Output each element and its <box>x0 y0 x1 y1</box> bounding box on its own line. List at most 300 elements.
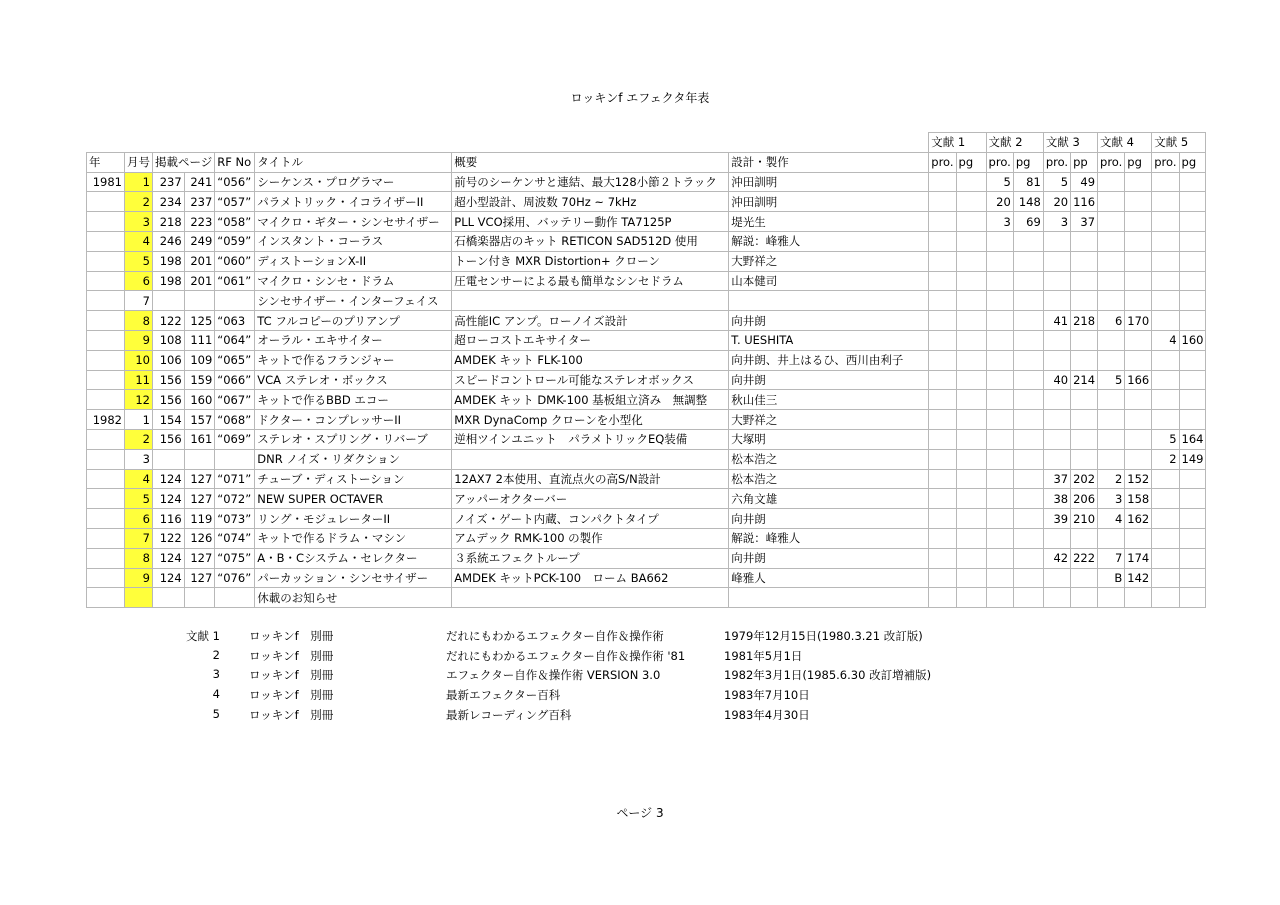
ref-value-cell <box>1071 568 1098 588</box>
summary-cell: ３系統エフェクトループ <box>452 548 729 568</box>
page-end-cell: 201 <box>184 271 215 291</box>
ref-5-header: 文献 5 <box>1152 133 1206 153</box>
ref-value-cell <box>986 350 1013 370</box>
rf-number-cell: “066” <box>215 370 255 390</box>
ref-value-cell <box>956 469 986 489</box>
ref-value-cell <box>1179 528 1206 548</box>
page-end-cell: 159 <box>184 370 215 390</box>
month-cell: 7 <box>125 528 153 548</box>
ref-value-cell: 164 <box>1179 429 1206 449</box>
designer-cell: 山本健司 <box>729 271 929 291</box>
title-cell: ドクター・コンプレッサーII <box>255 410 452 430</box>
reference-no: 文献 1 <box>186 629 220 643</box>
ref-value-cell <box>1125 251 1152 271</box>
ref-value-cell <box>929 291 956 311</box>
ref-value-cell <box>1152 509 1179 529</box>
ref-value-cell <box>1013 509 1043 529</box>
page-end-cell <box>184 291 215 311</box>
ref-value-cell <box>956 172 986 192</box>
summary-cell: AMDEK キット FLK-100 <box>452 350 729 370</box>
page-number: ページ 3 <box>616 806 664 820</box>
designer-cell: T. UESHITA <box>729 330 929 350</box>
ref-value-cell: 148 <box>1013 192 1043 212</box>
ref-value-cell: 4 <box>1152 330 1179 350</box>
summary-cell: 高性能IC アンプ。ローノイズ設計 <box>452 311 729 331</box>
col-ref3-pro: pro. <box>1043 152 1070 172</box>
ref-value-cell <box>986 311 1013 331</box>
month-cell: 9 <box>125 568 153 588</box>
ref-value-cell: 69 <box>1013 212 1043 232</box>
ref-value-cell <box>986 370 1013 390</box>
rf-number-cell: “063 <box>215 311 255 331</box>
rf-number-cell: “058” <box>215 212 255 232</box>
title-cell: NEW SUPER OCTAVER <box>255 489 452 509</box>
page-start-cell: 106 <box>153 350 185 370</box>
reference-no: 5 <box>212 706 220 721</box>
ref-value-cell <box>1125 330 1152 350</box>
title-cell: マイクロ・ギター・シンセサイザー <box>255 212 452 232</box>
ref-value-cell: 38 <box>1043 489 1070 509</box>
ref-value-cell <box>1013 251 1043 271</box>
page-start-cell: 124 <box>153 489 185 509</box>
ref-value-cell <box>929 588 956 608</box>
ref-value-cell <box>986 568 1013 588</box>
table-row <box>87 350 1206 370</box>
reference-kind: ロッキンf 別冊 <box>249 668 334 683</box>
ref-value-cell <box>929 568 956 588</box>
ref-value-cell <box>1071 231 1098 251</box>
designer-cell: 向井朗、井上はるひ、西川由利子 <box>729 350 929 370</box>
designer-cell: 沖田訓明 <box>729 192 929 212</box>
page-start-cell: 122 <box>153 311 185 331</box>
ref-value-cell <box>1013 390 1043 410</box>
ref-value-cell <box>1125 588 1152 608</box>
ref-value-cell <box>1152 251 1179 271</box>
year-cell <box>87 568 125 588</box>
month-cell: 5 <box>125 251 153 271</box>
reference-date: 1983年7月10日 <box>724 688 810 703</box>
ref-value-cell <box>1071 390 1098 410</box>
year-cell <box>87 231 125 251</box>
reference-date: 1979年12月15日(1980.3.21 改訂版) <box>724 629 923 643</box>
page-end-cell <box>184 449 215 469</box>
designer-cell: 解説：峰雅人 <box>729 528 929 548</box>
page-end-cell: 125 <box>184 311 215 331</box>
ref-value-cell <box>986 271 1013 291</box>
year-cell <box>87 449 125 469</box>
table-row <box>87 588 1206 608</box>
summary-cell: 前号のシーケンサと連結、最大128小節２トラック <box>452 172 729 192</box>
ref-value-cell <box>986 429 1013 449</box>
year-cell <box>87 509 125 529</box>
page-end-cell: 127 <box>184 548 215 568</box>
designer-cell <box>729 291 929 311</box>
ref-value-cell <box>1152 548 1179 568</box>
ref-value-cell: 170 <box>1125 311 1152 331</box>
ref-value-cell <box>1013 330 1043 350</box>
summary-cell: AMDEK キットPCK-100 ローム BA662 <box>452 568 729 588</box>
summary-cell: 圧電センサーによる最も簡単なシンセドラム <box>452 271 729 291</box>
rf-number-cell: “059” <box>215 231 255 251</box>
ref-value-cell <box>986 489 1013 509</box>
table-row <box>87 212 1206 232</box>
ref-value-cell <box>1098 449 1125 469</box>
title-cell: パーカッション・シンセサイザー <box>255 568 452 588</box>
ref-value-cell <box>1152 271 1179 291</box>
summary-cell: MXR DynaComp クローンを小型化 <box>452 410 729 430</box>
ref-value-cell <box>929 271 956 291</box>
ref-value-cell <box>1125 429 1152 449</box>
ref-value-cell <box>1152 489 1179 509</box>
designer-cell: 松本浩之 <box>729 449 929 469</box>
ref-value-cell <box>1098 291 1125 311</box>
year-cell <box>87 192 125 212</box>
ref-value-cell <box>956 449 986 469</box>
year-cell <box>87 548 125 568</box>
col-month: 月号 <box>125 152 153 172</box>
ref-value-cell <box>1179 568 1206 588</box>
table-row <box>87 568 1206 588</box>
summary-cell: 12AX7 2本使用、直流点火の高S/N設計 <box>452 469 729 489</box>
ref-value-cell: 7 <box>1098 548 1125 568</box>
ref-value-cell <box>1125 231 1152 251</box>
ref-value-cell <box>1179 311 1206 331</box>
ref-value-cell: 162 <box>1125 509 1152 529</box>
ref-value-cell <box>1098 271 1125 291</box>
designer-cell: 峰雅人 <box>729 568 929 588</box>
ref-value-cell: 39 <box>1043 509 1070 529</box>
rf-number-cell: “064” <box>215 330 255 350</box>
month-cell: 7 <box>125 291 153 311</box>
ref-value-cell <box>1071 528 1098 548</box>
ref-3-header: 文献 3 <box>1043 133 1097 153</box>
ref-value-cell <box>1125 350 1152 370</box>
designer-cell: 向井朗 <box>729 370 929 390</box>
table-row <box>87 251 1206 271</box>
ref-value-cell <box>929 410 956 430</box>
table-row <box>87 528 1206 548</box>
ref-value-cell <box>956 231 986 251</box>
rf-number-cell <box>215 449 255 469</box>
summary-cell <box>452 291 729 311</box>
ref-value-cell: 40 <box>1043 370 1070 390</box>
rf-number-cell: “074” <box>215 528 255 548</box>
page-end-cell: 127 <box>184 568 215 588</box>
ref-value-cell <box>986 449 1013 469</box>
ref-value-cell <box>1179 588 1206 608</box>
ref-value-cell <box>956 251 986 271</box>
col-design: 設計・製作 <box>729 152 929 172</box>
title-cell: TC フルコピーのプリアンプ <box>255 311 452 331</box>
ref-value-cell <box>929 528 956 548</box>
ref-value-cell: 37 <box>1043 469 1070 489</box>
ref-value-cell <box>1071 330 1098 350</box>
ref-value-cell <box>1013 311 1043 331</box>
summary-cell: アッパーオクターバー <box>452 489 729 509</box>
rf-number-cell: “067” <box>215 390 255 410</box>
ref-value-cell <box>956 192 986 212</box>
ref-value-cell <box>1013 528 1043 548</box>
ref-value-cell <box>1179 410 1206 430</box>
ref-value-cell: 218 <box>1071 311 1098 331</box>
ref-value-cell <box>929 192 956 212</box>
ref-value-cell <box>1125 172 1152 192</box>
ref-value-cell <box>1125 271 1152 291</box>
designer-cell: 大野祥之 <box>729 410 929 430</box>
page-start-cell: 198 <box>153 251 185 271</box>
ref-value-cell <box>1152 390 1179 410</box>
ref-value-cell <box>1179 231 1206 251</box>
ref-value-cell <box>1098 251 1125 271</box>
title-cell: ディストーションX-II <box>255 251 452 271</box>
ref-value-cell <box>1125 449 1152 469</box>
ref-value-cell <box>929 390 956 410</box>
column-header-row <box>87 152 1206 172</box>
summary-cell <box>452 449 729 469</box>
month-cell <box>125 588 153 608</box>
ref-value-cell <box>1179 469 1206 489</box>
ref-value-cell <box>986 291 1013 311</box>
title-cell: チューブ・ディストーション <box>255 469 452 489</box>
month-cell: 2 <box>125 192 153 212</box>
month-cell: 5 <box>125 489 153 509</box>
ref-value-cell <box>929 251 956 271</box>
designer-cell: 沖田訓明 <box>729 172 929 192</box>
page-start-cell: 198 <box>153 271 185 291</box>
reference-book: エフェクター自作＆操作術 VERSION 3.0 <box>446 668 661 683</box>
ref-value-cell <box>1071 251 1098 271</box>
summary-cell: AMDEK キット DMK-100 基板組立済み 無調整 <box>452 390 729 410</box>
ref-value-cell: 42 <box>1043 548 1070 568</box>
ref-value-cell <box>929 370 956 390</box>
page-end-cell: 157 <box>184 410 215 430</box>
month-cell: 9 <box>125 330 153 350</box>
page-end-cell: 126 <box>184 528 215 548</box>
year-cell: 1981 <box>87 172 125 192</box>
rf-number-cell: “072” <box>215 489 255 509</box>
page-start-cell: 108 <box>153 330 185 350</box>
ref-value-cell: 222 <box>1071 548 1098 568</box>
month-cell: 1 <box>125 172 153 192</box>
page-start-cell: 124 <box>153 469 185 489</box>
table-row <box>87 429 1206 449</box>
ref-value-cell <box>1125 528 1152 548</box>
ref-value-cell <box>956 489 986 509</box>
year-cell <box>87 429 125 449</box>
ref-value-cell <box>1043 568 1070 588</box>
table-row <box>87 449 1206 469</box>
designer-cell: 大塚明 <box>729 429 929 449</box>
table-row <box>87 548 1206 568</box>
page-start-cell: 116 <box>153 509 185 529</box>
table-row <box>87 370 1206 390</box>
ref-value-cell <box>1179 251 1206 271</box>
ref-value-cell <box>956 548 986 568</box>
page-start-cell: 237 <box>153 172 185 192</box>
summary-cell <box>452 588 729 608</box>
title-cell: オーラル・エキサイター <box>255 330 452 350</box>
ref-value-cell: 49 <box>1071 172 1098 192</box>
ref-value-cell <box>956 410 986 430</box>
col-ref5-pg: pg <box>1179 152 1206 172</box>
ref-value-cell <box>1071 271 1098 291</box>
year-cell <box>87 291 125 311</box>
col-ref4-pg: pg <box>1125 152 1152 172</box>
ref-value-cell <box>1179 172 1206 192</box>
title-cell: パラメトリック・イコライザーII <box>255 192 452 212</box>
ref-2-header: 文献 2 <box>986 133 1043 153</box>
ref-value-cell <box>1152 350 1179 370</box>
ref-value-cell <box>1125 390 1152 410</box>
ref-value-cell <box>1152 172 1179 192</box>
ref-value-cell <box>1125 212 1152 232</box>
summary-cell: 石橋楽器店のキット RETICON SAD512D 使用 <box>452 231 729 251</box>
summary-cell: PLL VCO採用、バッテリー動作 TA7125P <box>452 212 729 232</box>
ref-value-cell: 214 <box>1071 370 1098 390</box>
ref-value-cell <box>1013 350 1043 370</box>
ref-value-cell <box>986 588 1013 608</box>
table-row <box>87 410 1206 430</box>
ref-value-cell <box>1013 469 1043 489</box>
ref-value-cell: 4 <box>1098 509 1125 529</box>
ref-value-cell <box>1152 212 1179 232</box>
year-cell <box>87 370 125 390</box>
summary-cell: スピードコントロール可能なステレオボックス <box>452 370 729 390</box>
ref-value-cell: 20 <box>1043 192 1070 212</box>
reference-date: 1983年4月30日 <box>724 707 810 722</box>
page-end-cell <box>184 588 215 608</box>
ref-value-cell <box>956 588 986 608</box>
ref-value-cell: 2 <box>1152 449 1179 469</box>
ref-value-cell <box>1179 350 1206 370</box>
ref-value-cell <box>1152 528 1179 548</box>
ref-1-header: 文献 1 <box>929 133 986 153</box>
rf-number-cell: “071” <box>215 469 255 489</box>
title-cell: キットで作るフランジャー <box>255 350 452 370</box>
ref-value-cell <box>1043 330 1070 350</box>
ref-value-cell <box>956 509 986 529</box>
designer-cell <box>729 588 929 608</box>
ref-value-cell <box>1152 291 1179 311</box>
ref-value-cell <box>1098 588 1125 608</box>
ref-value-cell <box>929 350 956 370</box>
ref-value-cell: 3 <box>986 212 1013 232</box>
reference-kind: ロッキンf 別冊 <box>249 707 334 722</box>
month-cell: 2 <box>125 429 153 449</box>
ref-value-cell <box>1152 469 1179 489</box>
ref-value-cell <box>1013 548 1043 568</box>
rf-number-cell: “065” <box>215 350 255 370</box>
ref-value-cell <box>956 271 986 291</box>
col-ref3-pp: pp <box>1071 152 1098 172</box>
ref-value-cell <box>929 548 956 568</box>
ref-value-cell <box>1179 548 1206 568</box>
ref-value-cell <box>986 469 1013 489</box>
month-cell: 3 <box>125 449 153 469</box>
ref-value-cell <box>1013 429 1043 449</box>
rf-number-cell: “056” <box>215 172 255 192</box>
title-cell: マイクロ・シンセ・ドラム <box>255 271 452 291</box>
col-rf: RF No <box>215 152 255 172</box>
page-start-cell: 234 <box>153 192 185 212</box>
page-end-cell: 111 <box>184 330 215 350</box>
page-start-cell <box>153 449 185 469</box>
reference-no: 4 <box>212 687 220 702</box>
page-end-cell: 249 <box>184 231 215 251</box>
table-row <box>87 172 1206 192</box>
ref-value-cell <box>956 291 986 311</box>
year-cell: 1982 <box>87 410 125 430</box>
ref-value-cell <box>1013 449 1043 469</box>
page-start-cell <box>153 588 185 608</box>
ref-value-cell <box>1013 271 1043 291</box>
ref-value-cell: 37 <box>1071 212 1098 232</box>
page-start-cell: 154 <box>153 410 185 430</box>
ref-value-cell <box>929 212 956 232</box>
reference-book: 最新エフェクター百科 <box>446 688 561 703</box>
page-end-cell: 109 <box>184 350 215 370</box>
title-cell: キットで作るドラム・マシン <box>255 528 452 548</box>
ref-value-cell: 5 <box>1098 370 1125 390</box>
designer-cell: 向井朗 <box>729 311 929 331</box>
rf-number-cell: “061” <box>215 271 255 291</box>
col-pages: 掲載ページ <box>153 152 215 172</box>
ref-value-cell: 142 <box>1125 568 1152 588</box>
ref-value-cell <box>986 330 1013 350</box>
ref-value-cell <box>1179 212 1206 232</box>
ref-value-cell <box>1043 231 1070 251</box>
title-cell: A・B・Cシステム・セレクター <box>255 548 452 568</box>
page-end-cell: 201 <box>184 251 215 271</box>
ref-value-cell <box>1013 568 1043 588</box>
col-title: タイトル <box>255 152 452 172</box>
ref-value-cell <box>1152 588 1179 608</box>
ref-value-cell <box>986 548 1013 568</box>
ref-value-cell <box>1179 291 1206 311</box>
ref-value-cell <box>1043 449 1070 469</box>
ref-value-cell: 152 <box>1125 469 1152 489</box>
year-cell <box>87 489 125 509</box>
page-start-cell <box>153 291 185 311</box>
ref-group-header-row <box>87 133 1206 153</box>
reference-date: 1982年3月1日(1985.6.30 改訂増補版) <box>724 668 932 683</box>
ref-value-cell: 41 <box>1043 311 1070 331</box>
ref-value-cell <box>1098 192 1125 212</box>
page-title: ロッキンf エフェクタ年表 <box>570 91 710 105</box>
ref-value-cell <box>1098 212 1125 232</box>
ref-value-cell <box>956 528 986 548</box>
ref-value-cell <box>986 509 1013 529</box>
summary-cell: アムデック RMK-100 の製作 <box>452 528 729 548</box>
ref-value-cell: 174 <box>1125 548 1152 568</box>
ref-value-cell <box>1098 172 1125 192</box>
reference-book: だれにもわかるエフェクター自作＆操作術 <box>446 629 664 643</box>
rf-number-cell: “068” <box>215 410 255 430</box>
month-cell: 12 <box>125 390 153 410</box>
ref-value-cell <box>1152 311 1179 331</box>
rf-number-cell: “069” <box>215 429 255 449</box>
ref-value-cell: 160 <box>1179 330 1206 350</box>
year-cell <box>87 390 125 410</box>
table-row <box>87 390 1206 410</box>
ref-value-cell <box>956 429 986 449</box>
page-end-cell: 119 <box>184 509 215 529</box>
rf-number-cell: “075” <box>215 548 255 568</box>
ref-value-cell <box>1013 370 1043 390</box>
rf-number-cell <box>215 291 255 311</box>
page-end-cell: 127 <box>184 469 215 489</box>
ref-value-cell <box>956 390 986 410</box>
